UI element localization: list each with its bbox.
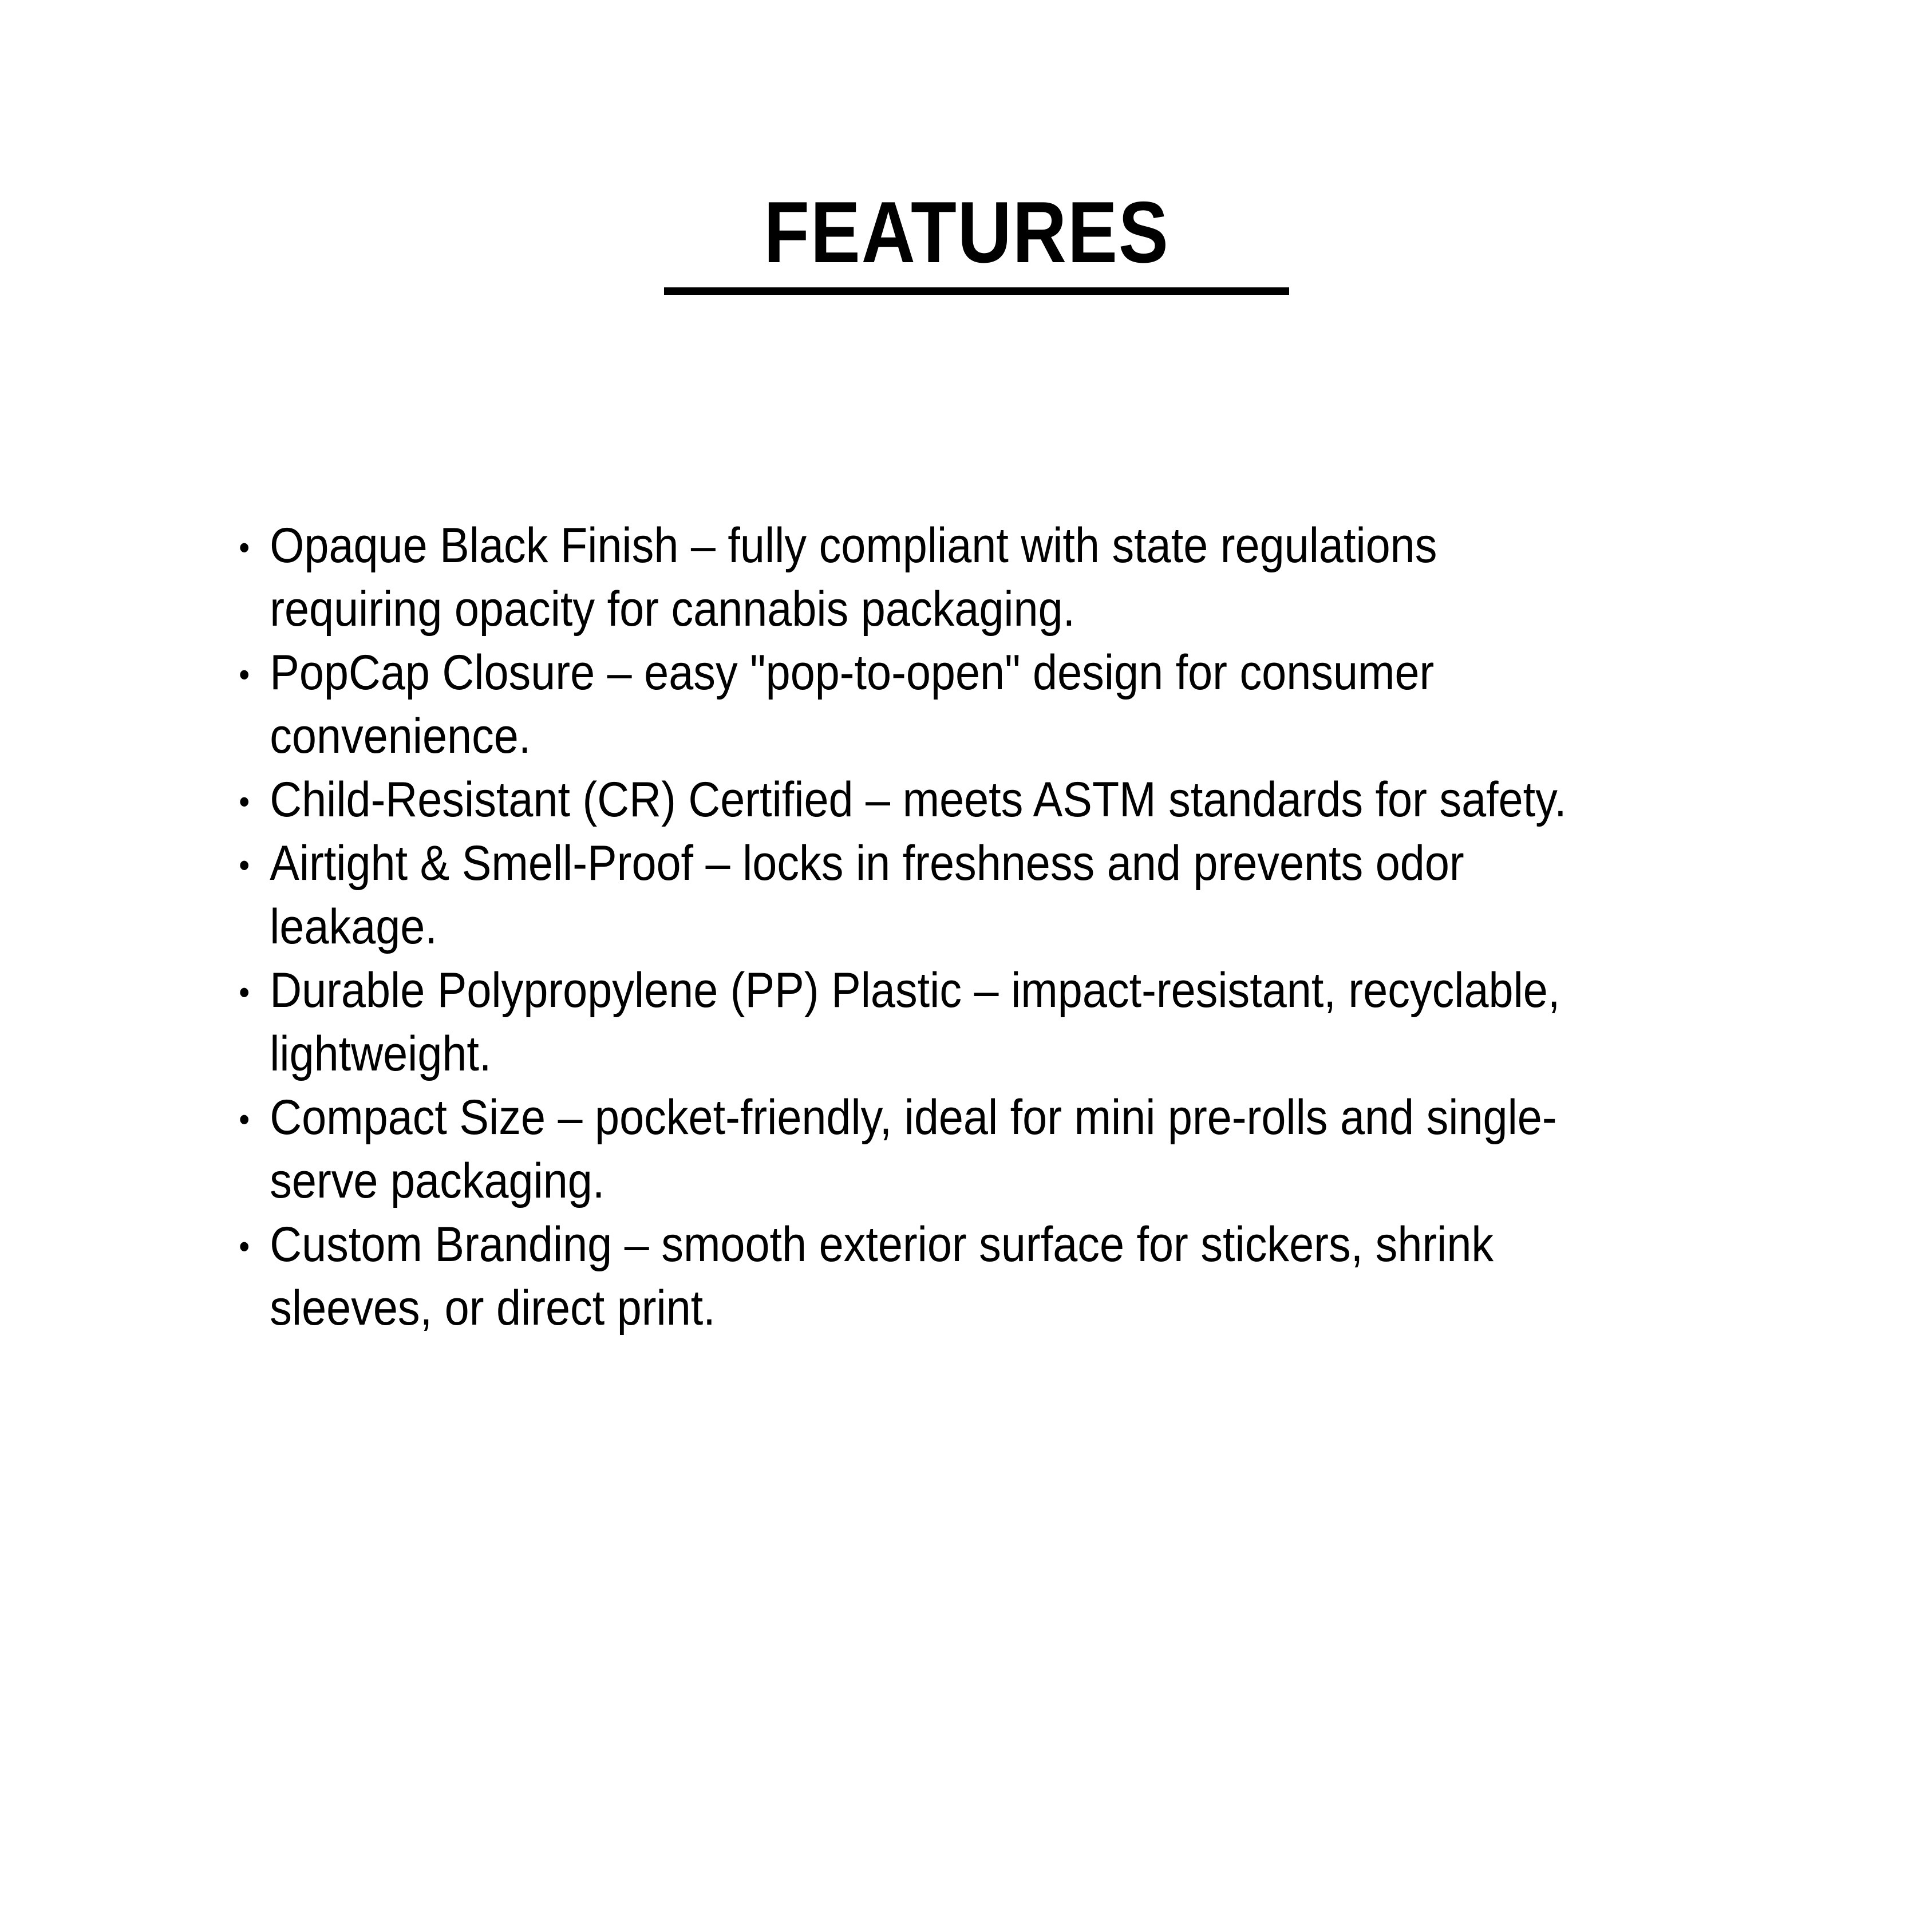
bullet-icon: • [239, 846, 250, 884]
feature-list [235, 514, 1723, 1340]
feature-line: Opaque Black Finish – fully compliant with state regulations [270, 518, 1437, 573]
bullet-icon: • [239, 973, 250, 1012]
feature-line: Durable Polypropylene (PP) Plastic – impact-resistant, recyclable, [270, 963, 1560, 1018]
feature-item-durable-polypropylene [235, 959, 1789, 1086]
feature-text [270, 832, 1789, 959]
bullet-icon: • [239, 1100, 250, 1139]
feature-line: requiring opacity for cannabis packaging. [270, 582, 1076, 637]
feature-item-opaque-black-finish [235, 514, 1789, 641]
bullet-icon: • [239, 655, 250, 694]
feature-text [270, 768, 1789, 832]
feature-text [270, 1213, 1789, 1340]
bullet-icon: • [239, 783, 250, 821]
feature-item-compact-size [235, 1086, 1789, 1213]
bullet-icon: • [239, 1227, 250, 1266]
feature-item-child-resistant [235, 768, 1789, 832]
feature-text [270, 641, 1789, 768]
feature-line: leakage. [270, 899, 437, 954]
feature-item-custom-branding [235, 1213, 1789, 1340]
page-title: FEATURES [764, 184, 1170, 281]
feature-text [270, 514, 1789, 641]
feature-text [270, 959, 1789, 1086]
feature-line: Compact Size – pocket-friendly, ideal for mini pre-rolls and single- [270, 1090, 1557, 1145]
feature-item-popcap-closure [235, 641, 1789, 768]
bullet-icon: • [239, 528, 250, 567]
feature-item-airtight-smell-proof [235, 832, 1789, 959]
feature-text [270, 1086, 1789, 1213]
feature-line: Child-Resistant (CR) Certified – meets ASTM standards for safety. [270, 772, 1567, 827]
feature-line: sleeves, or direct print. [270, 1281, 716, 1336]
feature-line: serve packaging. [270, 1153, 605, 1208]
title-underline-divider [664, 287, 1289, 295]
feature-line: Airtight & Smell-Proof – locks in freshness and prevents odor [270, 836, 1464, 891]
feature-line: convenience. [270, 709, 531, 764]
feature-line: PopCap Closure – easy "pop-to-open" design for consumer [270, 645, 1435, 700]
feature-line: Custom Branding – smooth exterior surface for stickers, shrink [270, 1217, 1494, 1272]
feature-line: lightweight. [270, 1026, 492, 1081]
